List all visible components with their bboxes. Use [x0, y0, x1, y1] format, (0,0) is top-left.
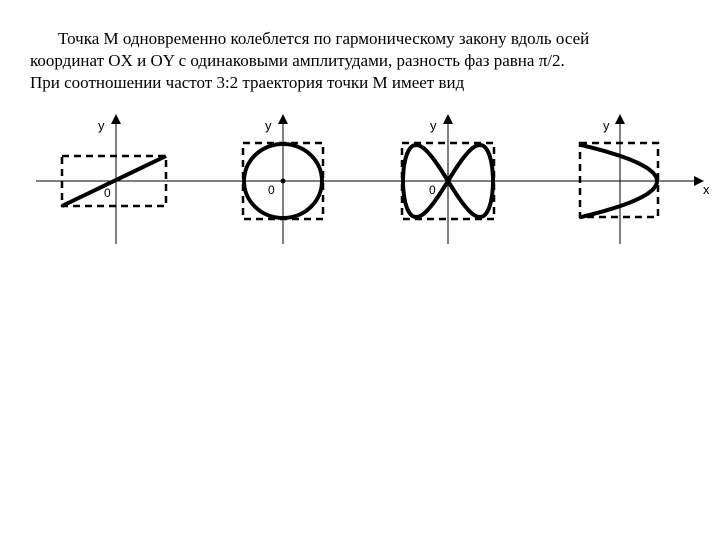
figure-2-origin-label: 0: [268, 183, 275, 197]
figure-2-origin-dot: [281, 179, 286, 184]
figure-4-x-label: x: [703, 182, 710, 197]
figure-1-straight-line[interactable]: [62, 114, 166, 244]
figure-3-origin-label: 0: [429, 183, 436, 197]
figure-4-loop[interactable]: [580, 114, 710, 244]
figure-2-y-arrow-icon: [278, 114, 288, 124]
figure-3-y-arrow-icon: [443, 114, 453, 124]
question-line-2: координат OX и OY с одинаковыми амплитудами, разность фаз равна π/2.: [30, 51, 565, 70]
question-line-3: При соотношении частот 3:2 траектория точки М имеет вид: [30, 73, 465, 92]
figure-1-y-arrow-icon: [111, 114, 121, 124]
figure-1-origin-label: 0: [104, 186, 111, 200]
question-line-1: Точка М одновременно колеблется по гармоническому закону вдоль осей: [58, 29, 590, 48]
figure-1-y-label: y: [98, 118, 105, 133]
figure-3-lemniscate[interactable]: [402, 114, 494, 244]
figure-2-circle[interactable]: [243, 114, 323, 244]
figure-3-y-label: y: [430, 118, 437, 133]
figure-4-y-arrow-icon: [615, 114, 625, 124]
figure-4-y-label: y: [603, 118, 610, 133]
figure-2-y-label: y: [265, 118, 272, 133]
